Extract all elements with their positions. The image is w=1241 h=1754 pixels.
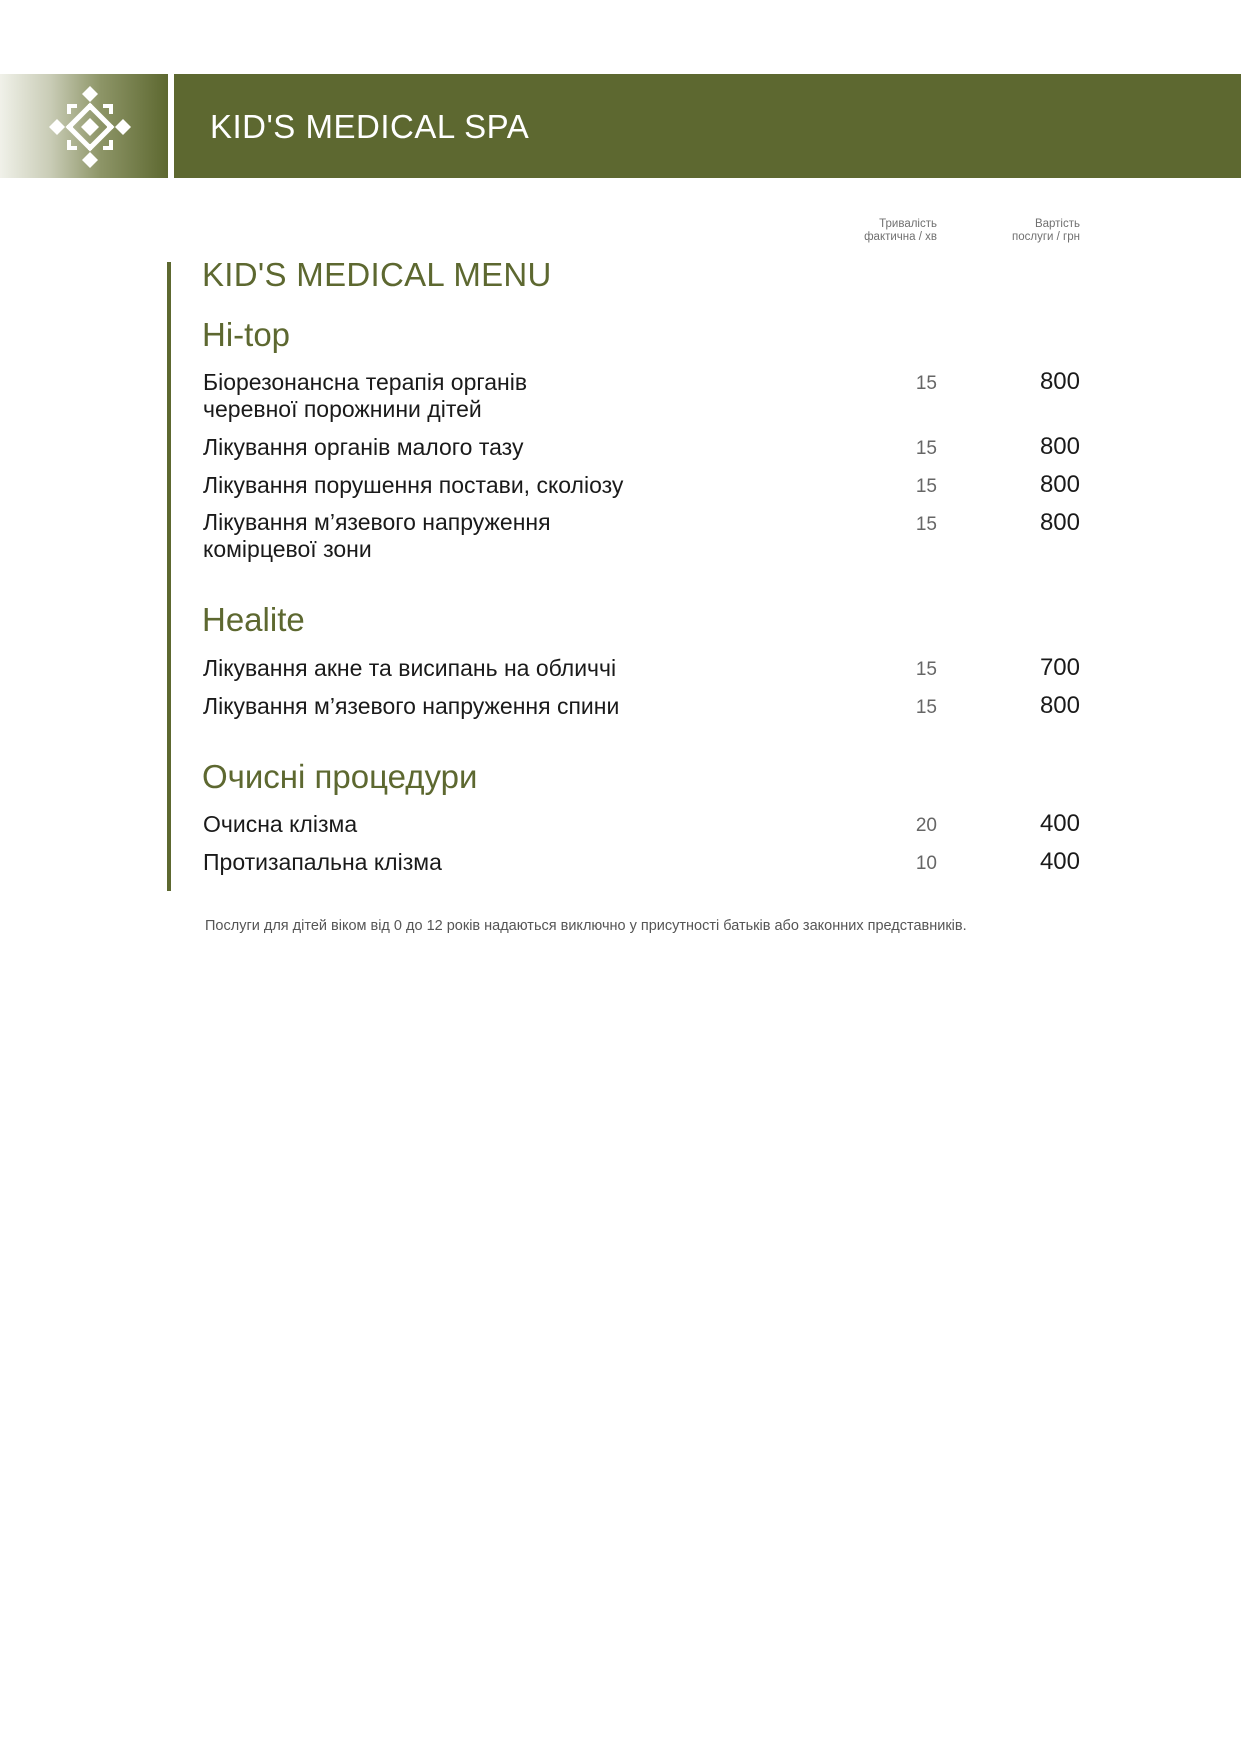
accent-bar: [167, 262, 171, 891]
section-title-cleansing: Очисні процедури: [202, 758, 478, 795]
price-column-header: [1012, 218, 1080, 244]
embroidery-ornament-icon: [45, 82, 135, 172]
section-title-healite: Healite: [202, 601, 305, 638]
price-header-line1: Вартість: [1034, 218, 1080, 230]
duration-header-line1: Тривалість: [879, 218, 937, 230]
duration-column-header: [864, 218, 937, 244]
menu-item-price: 400: [1039, 848, 1080, 875]
menu-item-name-line: Біорезонансна терапія органів: [203, 369, 528, 395]
logo-panel: [0, 74, 168, 178]
menu-item-name: [203, 509, 763, 563]
menu-item-price: 800: [1039, 471, 1080, 498]
menu-item-name-line: Лікування акне та висипань на обличчі: [203, 655, 617, 681]
menu-item-name: [203, 369, 763, 423]
section-title-hi-top: Hi-top: [202, 316, 291, 353]
menu-title: KID'S MEDICAL MENU: [202, 256, 552, 293]
banner-title: KID'S MEDICAL SPA: [210, 108, 530, 145]
menu-item-price: 800: [1039, 368, 1080, 395]
menu-item-name: [203, 434, 763, 461]
menu-item-name-line: Лікування м’язевого напруження спини: [203, 693, 620, 719]
menu-item-name: [203, 693, 763, 720]
menu-item-name: [203, 849, 763, 876]
menu-item-duration: 15: [915, 438, 937, 459]
menu-item-duration: 15: [915, 373, 937, 394]
menu-item-price: 800: [1039, 692, 1080, 719]
menu-item-name: [203, 655, 763, 682]
menu-item-name: [203, 472, 763, 499]
menu-item-price: 800: [1039, 509, 1080, 536]
menu-item-duration: 15: [915, 514, 937, 535]
menu-item-name-line: комірцевої зони: [203, 536, 372, 562]
menu-item-price: 800: [1039, 433, 1080, 460]
menu-item-duration: 20: [915, 815, 937, 836]
menu-item-name-line: черевної порожнини дітей: [203, 396, 482, 422]
menu-item-name: [203, 811, 763, 838]
menu-item-name-line: Лікування порушення постави, сколіозу: [203, 472, 624, 498]
menu-item-name-line: Очисна клізма: [203, 811, 358, 837]
menu-item-duration: 15: [915, 659, 937, 680]
menu-item-price: 700: [1039, 654, 1080, 681]
menu-item-name-line: Лікування м’язевого напруження: [203, 509, 551, 535]
duration-header-line2: фактична / хв: [864, 231, 937, 243]
menu-item-name-line: Протизапальна клізма: [203, 849, 442, 875]
menu-item-duration: 15: [915, 476, 937, 497]
footnote: Послуги для дітей віком від 0 до 12 років надаються виключно у присутності батьків або законних представників.: [205, 918, 967, 934]
menu-item-duration: 10: [915, 853, 937, 874]
price-header-line2: послуги / грн: [1012, 231, 1080, 243]
menu-item-price: 400: [1039, 810, 1080, 837]
menu-item-name-line: Лікування органів малого тазу: [203, 434, 524, 460]
menu-item-duration: 15: [915, 697, 937, 718]
